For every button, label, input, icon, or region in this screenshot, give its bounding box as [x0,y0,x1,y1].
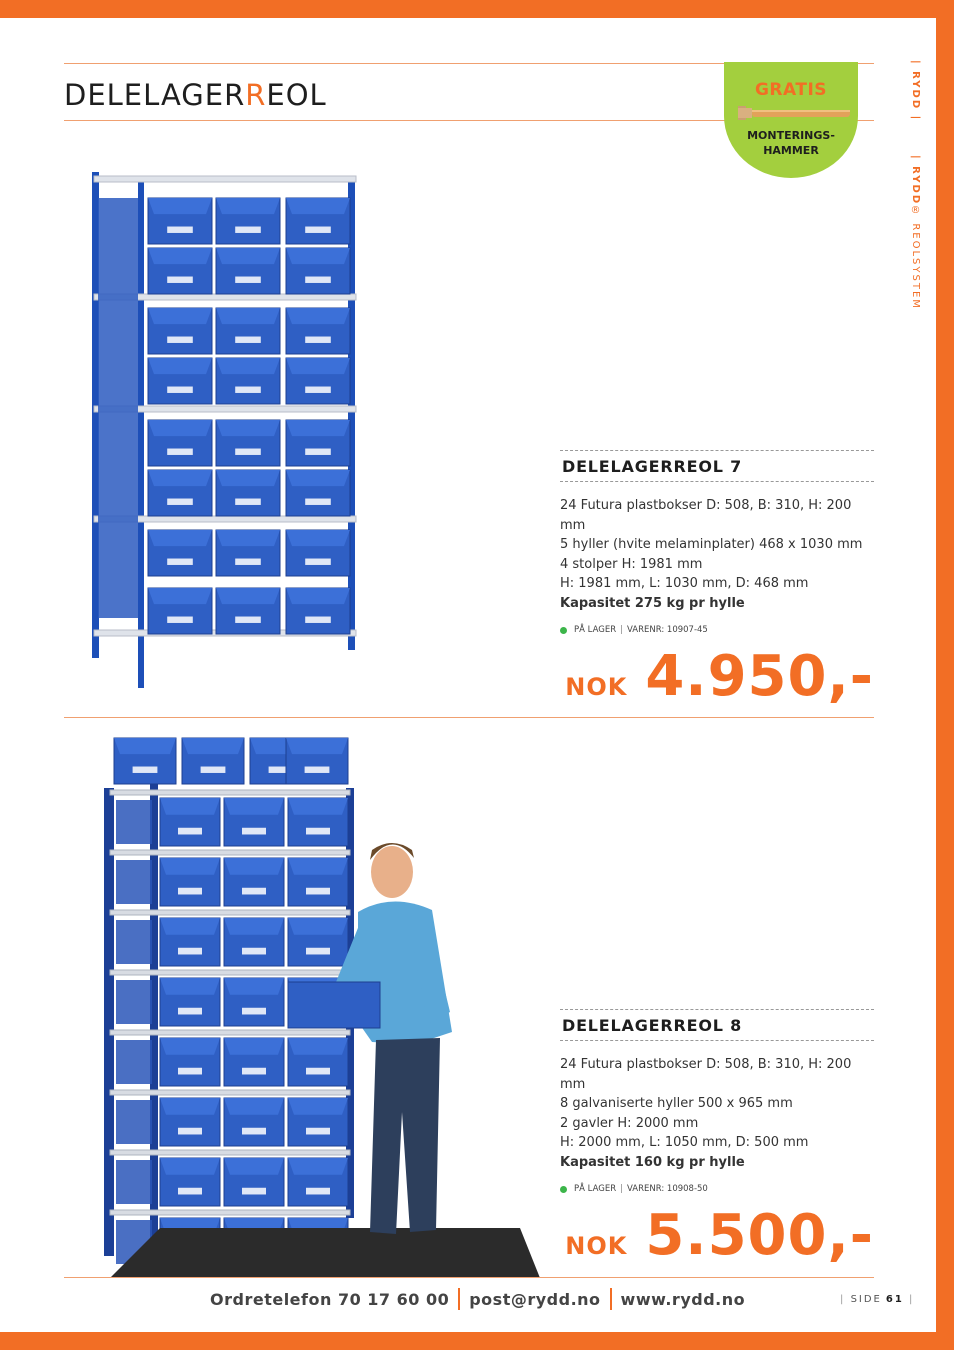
storage-bin [216,530,280,576]
spec-line: 4 stolper H: 1981 mm [560,556,703,572]
item-number: VARENR: 10908-50 [626,1184,708,1194]
shelving-rack-7-image [86,170,366,692]
storage-bin [160,1098,220,1146]
storage-bin [288,858,348,906]
hammer-icon [738,106,850,120]
storage-bin [148,198,212,244]
shelving-rack-8-image [100,732,550,1278]
spec-line: H: 1981 mm, L: 1030 mm, D: 468 mm [560,576,809,591]
storage-bin [216,420,280,466]
top-orange-border [0,0,954,18]
product-8-stock: PÅ LAGER | VARENR: 10908-50 [560,1184,874,1194]
product-7-block [560,450,874,635]
storage-bin [160,1038,220,1086]
product-7-price [565,644,874,709]
storage-bin [286,470,350,516]
item-number: VARENR: 10907-45 [626,625,708,635]
side-brand-top: | RYDD | [910,60,921,122]
storage-bin [286,420,350,466]
product-8-price [565,1203,874,1268]
price-currency: NOK [565,673,628,701]
spec-line: 8 galvaniserte hyller 500 x 965 mm [560,1096,793,1111]
storage-bin [216,588,280,634]
order-phone: Ordretelefon 70 17 60 00 [210,1289,450,1309]
storage-bin [160,978,220,1026]
storage-bin [160,798,220,846]
storage-bin [288,798,348,846]
free-hammer-badge [724,62,858,178]
price-amount: 5.500,- [645,1203,874,1268]
badge-line1: MONTERINGS- [747,129,835,142]
page-side-label: SIDE [850,1294,882,1305]
stock-status: PÅ LAGER [574,625,617,635]
capacity-line: Kapasitet 275 kg pr hylle [560,595,745,611]
storage-bin [148,248,212,294]
storage-bin [224,858,284,906]
website-link[interactable]: www.rydd.no [620,1289,746,1309]
storage-bin [288,1098,348,1146]
product-7-title: DELELAGERREOL 7 [562,457,743,476]
product-8-specs [560,1055,874,1172]
price-amount: 4.950,- [645,644,874,709]
dotted-divider [560,481,874,482]
page-number: | SIDE 61 | [840,1294,915,1305]
storage-bin [160,1158,220,1206]
storage-bin [182,738,244,784]
storage-bin [148,470,212,516]
storage-bin [224,798,284,846]
storage-bin [286,308,350,354]
storage-bin [148,358,212,404]
storage-bin [288,918,348,966]
storage-bin [224,918,284,966]
storage-bin [286,198,350,244]
badge-gratis-label: GRATIS [754,80,828,100]
page-number-value: 61 [885,1294,904,1305]
storage-bin [160,858,220,906]
product-8-title: DELELAGERREOL 8 [562,1016,743,1035]
storage-bin [286,588,350,634]
price-currency: NOK [565,1232,628,1260]
storage-bin [148,588,212,634]
spec-line: 2 gavler H: 2000 mm [560,1115,699,1131]
product-8-block [560,1009,874,1194]
badge-subtitle [724,128,858,158]
page-title: DELELAGERREOL [64,78,327,112]
spec-line: 24 Futura plastbokser D: 508, B: 310, H: 200 mm [560,498,852,533]
badge-line2: HAMMER [763,144,819,157]
storage-bin [160,918,220,966]
footer-contact [210,1288,745,1310]
side-brand-label: | RYDD® REOLSYSTEM [910,155,921,310]
storage-bin [286,738,348,784]
storage-bin [148,530,212,576]
in-stock-dot-icon [560,627,567,634]
storage-bin [216,308,280,354]
bottom-orange-border [0,1332,954,1350]
section-divider [64,717,874,718]
footer-divider [64,1277,874,1278]
storage-bin [216,470,280,516]
storage-bin [216,248,280,294]
product-7-stock: PÅ LAGER | VARENR: 10907-45 [560,625,874,635]
storage-bin [224,1098,284,1146]
storage-bin [224,1158,284,1206]
storage-bin [148,420,212,466]
storage-bin [216,198,280,244]
storage-bin [114,738,176,784]
spec-line: 5 hyller (hvite melaminplater) 468 x 1030 mm [560,537,863,552]
storage-bin [224,1038,284,1086]
storage-bin [286,530,350,576]
in-stock-dot-icon [560,1186,567,1193]
dotted-divider [560,1040,874,1041]
capacity-line: Kapasitet 160 kg pr hylle [560,1154,745,1170]
storage-bin [224,978,284,1026]
storage-bin [288,1158,348,1206]
storage-bin [286,358,350,404]
spec-line: 24 Futura plastbokser D: 508, B: 310, H: 200 mm [560,1057,852,1092]
storage-bin [286,248,350,294]
email-link[interactable]: post@rydd.no [469,1289,601,1309]
product-7-specs [560,496,874,613]
right-orange-border [936,0,954,1350]
stock-status: PÅ LAGER [574,1184,617,1194]
spec-line: H: 2000 mm, L: 1050 mm, D: 500 mm [560,1135,809,1150]
storage-bin [288,1038,348,1086]
storage-bin [216,358,280,404]
storage-bin [148,308,212,354]
